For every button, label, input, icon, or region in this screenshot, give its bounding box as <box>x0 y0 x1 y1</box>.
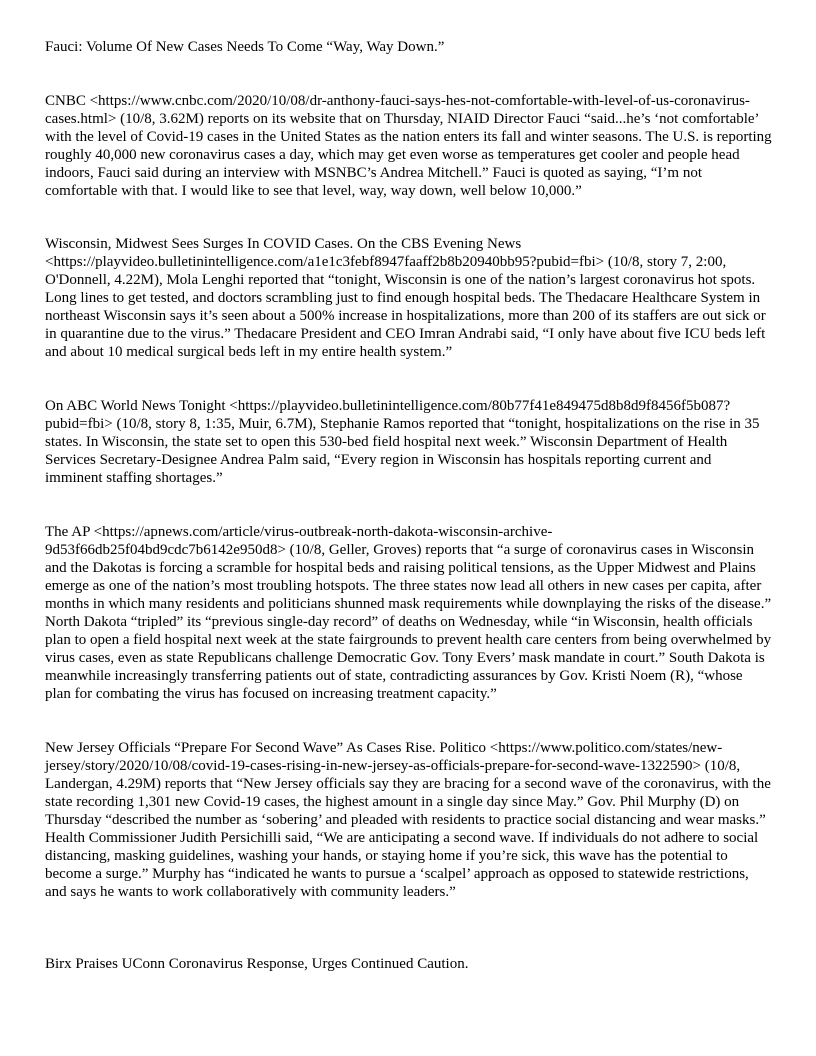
paragraph-wisconsin-cbs: Wisconsin, Midwest Sees Surges In COVID Cases. On the CBS Evening News <https://playvideo.bulletinintelligence.com/a1e1c3febf8947faaff2b8b20940bb95?pubid=fbi> (10/8, story 7, 2:00, O'Donnell, 4.22M), Mola Lenghi reported that “tonight, Wisconsin is one of the nation’s largest coronavirus hot spots. Long lines to get tested, and doctors scrambling just to find enough hospital beds. The Thedacare Healthcare System in northeast Wisconsin says it’s seen about a 500% increase in hospitalizations, more than 200 of its staffers are out sick or in quarantine due to the virus.” Thedacare President and CEO Imran Andrabi said, “I only have about five ICU beds left and about 10 medical surgical beds left in my entire health system.” <box>45 236 766 360</box>
headline-fauci: Fauci: Volume Of New Cases Needs To Come “Way, Way Down.” <box>45 39 445 55</box>
paragraph-cnbc: CNBC <https://www.cnbc.com/2020/10/08/dr-anthony-fauci-says-hes-not-comfortable-with-level-of-us-coronavirus-cases.html> (10/8, 3.62M) reports on its website that on Thursday, NIAID Director Fauci “said...he’s ‘not comfortable’ with the level of Covid-19 cases in the United States as the nation enters its fall and winter seasons. The U.S. is reporting roughly 40,000 new coronavirus cases a day, which may get even worse as temperatures get cooler and people head indoors, Fauci said during an interview with MSNBC’s Andrea Mitchell.” Fauci is quoted as saying, “I’m not comfortable with that. I would like to see that level, way, way down, well below 10,000.” <box>45 93 772 199</box>
paragraph-ap: The AP <https://apnews.com/article/virus-outbreak-north-dakota-wisconsin-archive-9d53f66db25f04bd9cdc7b6142e950d8> (10/8, Geller, Groves) reports that “a surge of coronavirus cases in Wisconsin and the Dakotas is forcing a scramble for hospital beds and raising political tensions, as the Upper Midwest and Plains emerge as one of the nation’s most troubling hotspots. The three states now lead all others in new cases per capita, after months in which many residents and politicians shunned mask requirements while downplaying the risks of the disease.” North Dakota “tripled” its “previous single-day record” of deaths on Wednesday, while “in Wisconsin, health officials plan to open a field hospital next week at the state fairgrounds to prevent health care centers from being overwhelmed by virus cases, even as state Republicans challenge Democratic Gov. Tony Evers’ mask mandate in court.” South Dakota is meanwhile increasingly transferring patients out of state, contradicting assurances by Gov. Kristi Noem (R), “whose plan for combating the virus has focused on increasing treatment capacity.” <box>45 524 772 702</box>
paragraph-abc: On ABC World News Tonight <https://playvideo.bulletinintelligence.com/80b77f41e849475d8b8d9f8456f5b087?pubid=fbi> (10/8, story 8, 1:35, Muir, 6.7M), Stephanie Ramos reported that “tonight, hospitalizations on the rise in 35 states. In Wisconsin, the state set to open this 530-bed field hospital next week.” Wisconsin Department of Health Services Secretary-Designee Andrea Palm said, “Every region in Wisconsin has hospitals reporting current and imminent staffing shortages.” <box>45 398 760 486</box>
paragraph-new-jersey: New Jersey Officials “Prepare For Second Wave” As Cases Rise. Politico <https://www.politico.com/states/new-jersey/story/2020/10/08/covid-19-cases-rising-in-new-jersey-as-officials-prepare-for-second-wave-1322590> (10/8, Landergan, 4.29M) reports that “New Jersey officials say they are bracing for a second wave of the coronavirus, with the state recording 1,301 new Covid-19 cases, the highest amount in a single day since May.” Gov. Phil Murphy (D) on Thursday “described the number as ‘sobering’ and pleaded with residents to practice social distancing and wear masks.” Health Commissioner Judith Persichilli said, “We are anticipating a second wave. If individuals do not adhere to social distancing, masking guidelines, washing your hands, or staying home if you’re sick, this wave has the potential to become a surge.” Murphy has “indicated he wants to pursue a ‘scalpel’ approach as opposed to statewide restrictions, and says he wants to work collaboratively with community leaders.” <box>45 740 771 900</box>
headline-birx: Birx Praises UConn Coronavirus Response, Urges Continued Caution. <box>45 956 469 972</box>
